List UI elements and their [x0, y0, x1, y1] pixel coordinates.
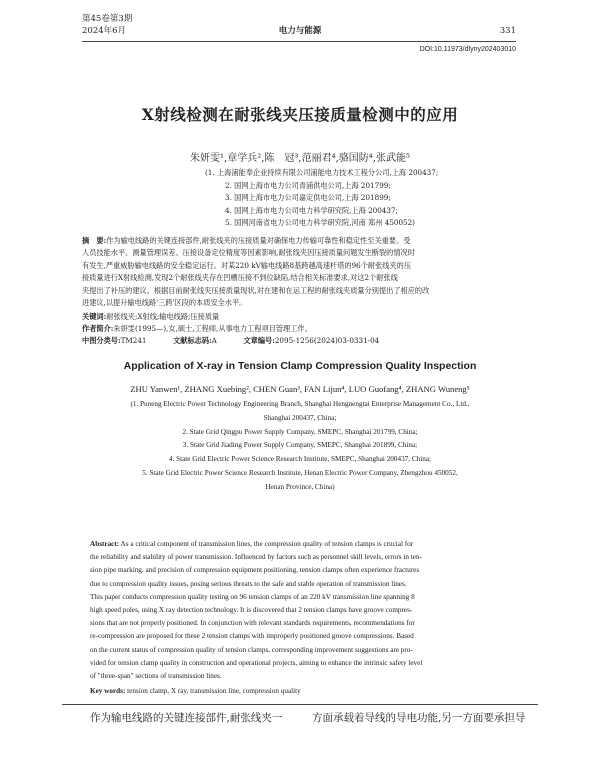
abstract-en-line: sions that are not properly positioned. In conjunction with relevant standards requirements, recommendations for: [90, 619, 415, 628]
affiliation-en-line: (1. Puneng Electric Power Technology Engineering Branch, Shanghai Hengnengtai Enterprise Management Co., Ltd.,: [130, 400, 470, 408]
journal-name: 电力与能源: [278, 26, 322, 36]
abstract-cn-line: 有发生,严重威胁输电线路的安全稳定运行。对某220 kV输电线路8基跨越高速杆塔的96个耐张线夹的压: [82, 260, 412, 270]
affiliation-en-line: Henan Province, China): [265, 482, 335, 491]
body-column-left: 作为输电线路的关键连接部件,耐张线夹一: [90, 712, 283, 724]
affiliation-en-line: 3. State Grid Jiading Power Supply Company, SMEPC, Shanghai 201899, China;: [182, 441, 418, 450]
affiliation-line: 4. 国网上海市电力公司电力科学研究院,上海 200437;: [225, 205, 398, 215]
abstract-cn: [82, 235, 516, 309]
authors-en: ZHU Yanwen¹, ZHANG Xuebing², CHEN Guan³, FAN Lijun⁴, LUO Guofang⁴, ZHANG Wuneng⁵: [130, 384, 470, 394]
affiliation-en-line: 5. State Grid Electric Power Science Research Institute, Henan Electric Power Company, Zhengzhou 450052,: [142, 468, 458, 477]
volume-issue: 第45卷第3期: [82, 14, 133, 24]
abstract-rule: [62, 704, 538, 705]
abstract-cn-line: 摘 要:作为输电线路的关键连接部件,耐张线夹的压接质量对确保电力传输可靠性和稳定性至关重要。受: [82, 236, 411, 245]
article-title-en: Application of X-ray in Tension Clamp Compression Quality Inspection: [123, 360, 477, 372]
author-bio-cn: 作者简介:朱妍雯(1995—),女,硕士,工程师,从事电力工程项目管理工作。: [82, 324, 312, 333]
abstract-cn-line: 接质量进行X射线检测,发现2个耐张线夹存在凹槽压接不到位缺陷,结合相关标准要求,对这2个耐张线: [82, 273, 398, 283]
abstract-cn-label: 摘 要:: [82, 236, 107, 245]
affiliation-line: 2. 国网上海市电力公司青浦供电公司,上海 201799;: [225, 180, 391, 190]
affiliation-line: 5. 国网河南省电力公司电力科学研究院,河南 郑州 450052): [225, 218, 415, 227]
body-column-right: 方面承载着导线的导电功能,另一方面要承担导: [312, 712, 526, 724]
abstract-en-line: vided for tension clamp quality in construction and operational projects, aiming to enhance the intrinsic safety level: [90, 658, 423, 667]
abstract-en-line: on the current status of compression quality of tension clamps, corresponding improvement suggestions are pro-: [90, 645, 413, 654]
affiliation-line: 3. 国网上海市电力公司嘉定供电公司,上海 201899;: [225, 193, 391, 202]
abstract-cn-line: 进建议,以提升输电线路'三跨'区段的本质安全水平。: [82, 298, 247, 308]
abstract-en: [90, 538, 516, 683]
keywords-en: Key words: tension clamp, X ray, transmission line, compression quality: [90, 687, 301, 695]
affiliation-en-line: 4. State Grid Electric Power Science Research Institute, SMEPC, Shanghai 200437, China;: [168, 455, 432, 464]
abstract-cn-line: 夹提出了补压的建议。根据目前耐张线夹压接质量现状,对在建和在运工程的耐张线夹质量分别提出了相应的改: [82, 285, 430, 295]
affiliation-en-line: 2. State Grid Qingpu Power Supply Company, SMEPC, Shanghai 201799, China;: [182, 427, 418, 436]
abstract-en-line: re-compression are proposed for these 2 tension clamps with improperly positioned groove compressions. Based: [90, 632, 414, 641]
abstract-en-line: of "three-span" sections of transmission lines.: [90, 672, 222, 681]
classification-cn: 中图分类号:TM241 文献标志码:A 文章编号:2095-1256(2024)03-0331-04: [82, 336, 380, 345]
abstract-en-label: Abstract:: [90, 540, 120, 548]
article-title-cn: X射线检测在耐张线夹压接质量检测中的应用: [141, 105, 459, 124]
doi: DOI:10.11973/dlyny202403010: [419, 46, 516, 53]
keywords-cn: 关键词:耐张线夹;X射线;输电线路;压接质量: [82, 312, 220, 321]
header-rule: [82, 41, 516, 42]
abstract-en-line: Abstract: As a critical component of transmission lines, the compression quality of tension clamps is crucial for: [90, 540, 414, 548]
abstract-en-line: due to compression quality issues, posing serious threats to the safe and stable operation of transmission lines.: [90, 579, 407, 588]
affiliation-en-line: Shanghai 200437, China;: [263, 413, 337, 422]
abstract-en-line: This paper conducts compression quality testing on 96 tension clamps of an 220 kV transmission line spanning 8: [90, 592, 415, 601]
publication-date: 2024年6月: [82, 26, 127, 36]
abstract-en-line: high speed poles, using X ray detection technology. It is discovered that 2 tension clamps have groove compres-: [90, 606, 413, 615]
page-number: 331: [499, 26, 516, 36]
abstract-en-line: sion pipe marking, and precision of compression equipment positioning, tension clamps often experience fractures: [90, 566, 420, 575]
affiliations-en: [70, 398, 530, 495]
affiliations-cn: [205, 167, 545, 230]
authors-cn: 朱妍雯¹,章学兵²,陈 冠³,范丽君⁴,骆国防⁴,张武能⁵: [190, 153, 410, 164]
abstract-en-line: the reliability and stability of power transmission. Influenced by factors such as personnel skill levels, errors in ten-: [90, 553, 422, 562]
abstract-cn-line: 人员技能水平、测量管理误差、压接设备定位精度等因素影响,耐张线夹因压接质量问题发生断裂的情况时: [82, 248, 415, 258]
affiliation-line: (1. 上海浦能奉企业持续有限公司浦能电力技术工程分公司,上海 200437;: [205, 168, 439, 177]
